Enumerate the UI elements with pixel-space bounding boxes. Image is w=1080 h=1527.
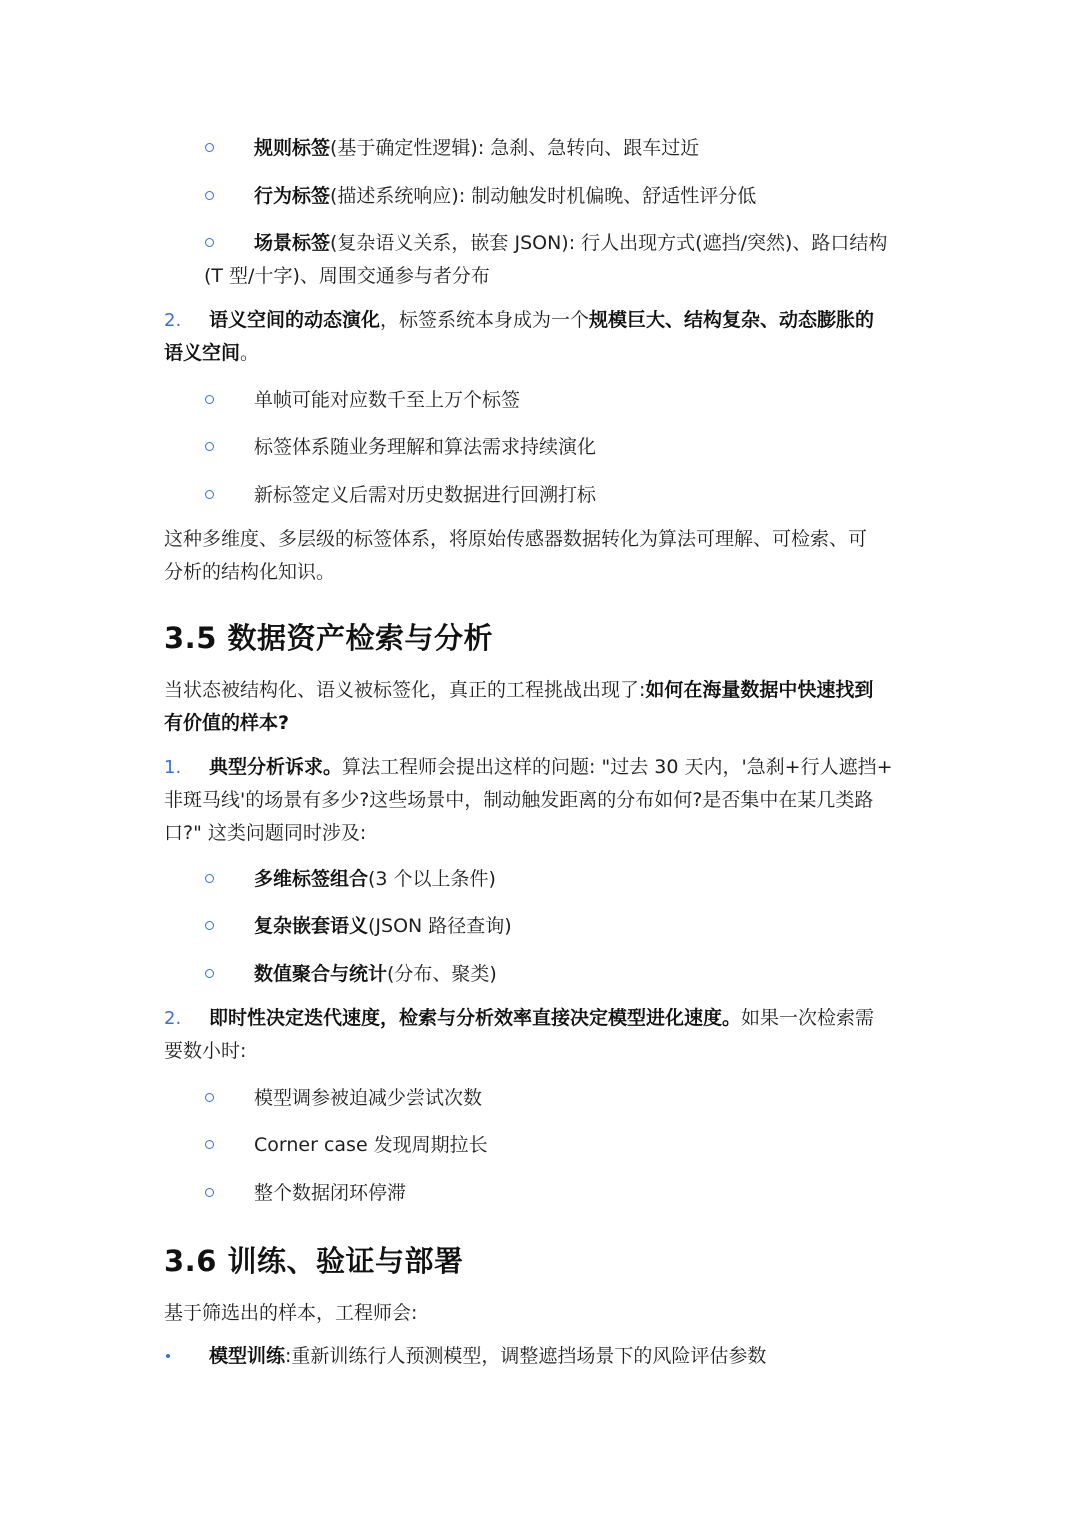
hollow-circle-bullet-icon — [205, 490, 214, 499]
lead-bold: 语义空间的动态演化 — [209, 309, 381, 331]
term-bold: 场景标签 — [254, 232, 331, 254]
hollow-circle-bullet-icon — [205, 442, 214, 451]
sub-item — [164, 431, 916, 464]
item-text-line: 要数小时: — [164, 1040, 247, 1062]
section-3-6-heading — [164, 1241, 916, 1281]
paragraph-line: 这种多维度、多层级的标签体系，将原始传感器数据转化为算法可理解、可检索、可 — [164, 528, 868, 550]
filled-dot-bullet-icon — [166, 1354, 170, 1358]
hollow-circle-bullet-icon — [205, 921, 214, 930]
sub-item-multi-tag — [164, 863, 916, 896]
lead-bold: 即时性决定迭代速度，检索与分析效率直接决定模型进化速度。 — [209, 1007, 742, 1029]
list-number: 2. — [164, 1008, 182, 1029]
term-desc: (3 个以上条件) — [368, 868, 496, 890]
term-bold: 多维标签组合 — [254, 868, 369, 890]
hollow-circle-bullet-icon — [205, 1140, 214, 1149]
hollow-circle-bullet-icon — [205, 238, 214, 247]
term-bold: 模型训练 — [209, 1345, 286, 1367]
term-desc: (描述系统响应): 制动触发时机偏晚、舒适性评分低 — [330, 185, 757, 207]
hollow-circle-bullet-icon — [205, 143, 214, 152]
item-text: 算法工程师会提出这样的问题: "过去 30 天内，'急刹+行人遮挡+ — [342, 756, 893, 778]
item-text: 如果一次检索需 — [741, 1007, 875, 1029]
emphasis-bold: 规模巨大、结构复杂、动态膨胀的 — [589, 309, 875, 331]
sub-item — [164, 384, 916, 417]
intro-text: 当状态被结构化、语义被标签化，真正的工程挑战出现了: — [164, 679, 646, 701]
term-bold: 数值聚合与统计 — [254, 963, 388, 985]
emphasis-bold-continued: 语义空间 — [164, 342, 241, 364]
sub-item — [164, 1082, 916, 1115]
hollow-circle-bullet-icon — [205, 1188, 214, 1197]
sub-item-nested-semantics — [164, 910, 916, 943]
intro-text: 基于筛选出的样本，工程师会: — [164, 1302, 418, 1324]
term-desc: (JSON 路径查询) — [368, 915, 512, 937]
sub-item-text: 新标签定义后需对历史数据进行回溯打标 — [254, 484, 597, 506]
sub-item-text: Corner case 发现周期拉长 — [254, 1134, 488, 1156]
item-text: ，标签系统本身成为一个 — [380, 309, 590, 331]
paragraph-line: 分析的结构化知识。 — [164, 561, 336, 583]
sub-item — [164, 479, 916, 512]
term-desc: :重新训练行人预测模型，调整遮挡场景下的风险评估参数 — [285, 1345, 767, 1367]
list-number: 2. — [164, 310, 182, 331]
hollow-circle-bullet-icon — [205, 1093, 214, 1102]
numbered-item-1-analysis-needs — [164, 751, 916, 850]
list-number: 1. — [164, 757, 182, 778]
term-desc: (分布、聚类) — [387, 963, 497, 985]
bullet-item-model-training — [164, 1340, 916, 1373]
term-desc: (复杂语义关系，嵌套 JSON): 行人出现方式(遮挡/突然)、路口结构 — [330, 232, 888, 254]
item-tail: 。 — [240, 342, 260, 364]
term-desc: (基于确定性逻辑): 急刹、急转向、跟车过近 — [330, 137, 700, 159]
sub-item-text: 标签体系随业务理解和算法需求持续演化 — [254, 436, 597, 458]
item-text-line: 非斑马线'的场景有多少?这些场景中，制动触发距离的分布如何?是否集中在某几类路 — [164, 789, 874, 811]
sub-item — [164, 1177, 916, 1210]
sub-item-aggregation — [164, 958, 916, 991]
term-bold: 复杂嵌套语义 — [254, 915, 369, 937]
sub-item-text: 整个数据闭环停滞 — [254, 1182, 407, 1204]
term-desc-continued: (T 型/十字)、周围交通参与者分布 — [204, 265, 490, 287]
numbered-item-2-immediacy — [164, 1002, 916, 1068]
section-3-6-intro — [164, 1297, 916, 1330]
term-bold: 行为标签 — [254, 185, 331, 207]
section-heading: 3.5 数据资产检索与分析 — [164, 621, 493, 655]
lead-bold: 典型分析诉求。 — [209, 756, 343, 778]
intro-bold: 如何在海量数据中快速找到 — [645, 679, 874, 701]
numbered-item-2-semantic-space — [164, 304, 916, 370]
sub-item-text: 模型调参被迫减少尝试次数 — [254, 1087, 483, 1109]
section-3-5-intro — [164, 674, 916, 740]
sub-item — [164, 1129, 916, 1162]
intro-bold-continued: 有价值的样本? — [164, 712, 290, 734]
hollow-circle-bullet-icon — [205, 191, 214, 200]
hollow-circle-bullet-icon — [205, 969, 214, 978]
summary-paragraph — [164, 523, 916, 589]
section-3-5-heading — [164, 618, 916, 658]
hollow-circle-bullet-icon — [205, 874, 214, 883]
sub-item-text: 单帧可能对应数千至上万个标签 — [254, 389, 521, 411]
hollow-circle-bullet-icon — [205, 395, 214, 404]
term-bold: 规则标签 — [254, 137, 331, 159]
sub-item-behavior-tags — [164, 180, 916, 213]
item-text-line: 口?" 这类问题同时涉及: — [164, 822, 367, 844]
section-heading: 3.6 训练、验证与部署 — [164, 1244, 464, 1278]
sub-item-rule-tags — [164, 132, 916, 165]
sub-item-scene-tags — [164, 227, 916, 293]
